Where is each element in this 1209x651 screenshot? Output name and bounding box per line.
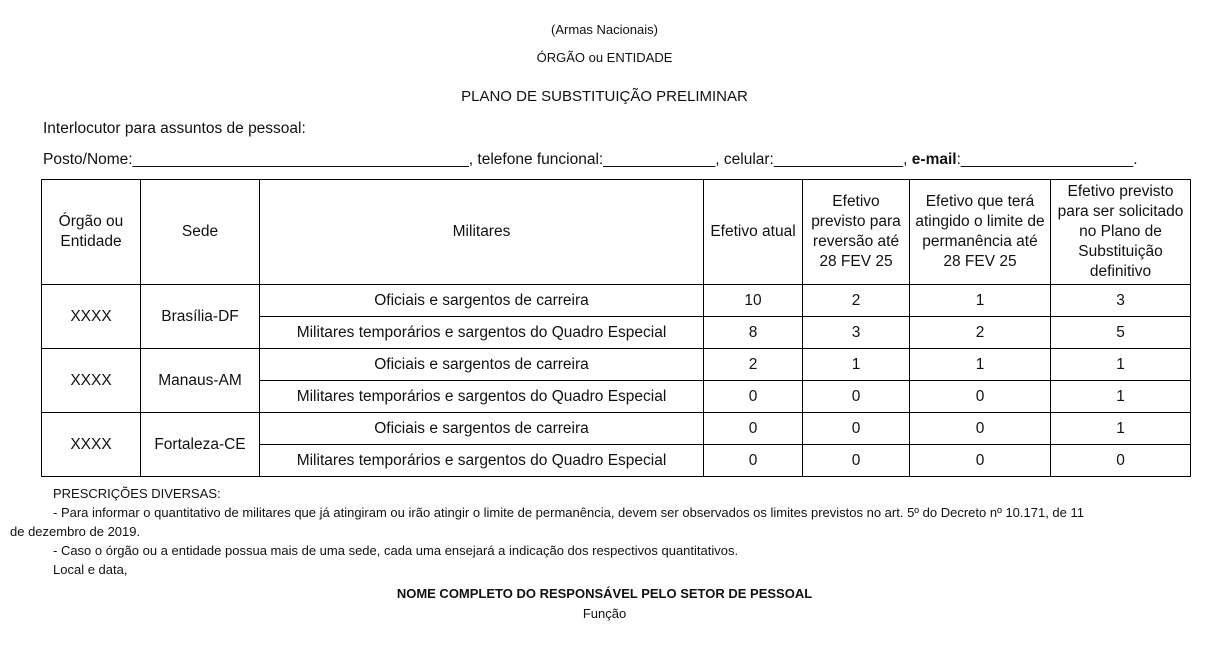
reversao-cell: 0 (803, 381, 910, 413)
limite-cell: 0 (910, 445, 1051, 477)
reversao-cell: 3 (803, 317, 910, 349)
militares-cell: Oficiais e sargentos de carreira (260, 285, 704, 317)
prescricoes-title: PRESCRIÇÕES DIVERSAS: (53, 486, 221, 501)
header-sede: Sede (141, 180, 260, 285)
table-row (42, 413, 1191, 445)
email-field: :____________________. (956, 151, 1138, 168)
prescricao-item-1: - Para informar o quantitativo de militares que já atingiram ou irão atingir o limite de permanência, devem ser observados os limites previstos no art. 5º do Decreto nº 10.171, de 11 (53, 505, 1084, 520)
limite-cell: 2 (910, 317, 1051, 349)
responsavel-name: NOME COMPLETO DO RESPONSÁVEL PELO SETOR DE PESSOAL (396, 586, 813, 601)
responsavel-funcao: Função (582, 606, 627, 621)
reversao-cell: 0 (803, 445, 910, 477)
definitivo-cell: 5 (1051, 317, 1191, 349)
header-orgao: Órgão ou Entidade (42, 180, 141, 285)
sede-cell: Manaus-AM (141, 349, 260, 413)
header-militares: Militares (260, 180, 704, 285)
limite-cell: 0 (910, 381, 1051, 413)
interlocutor-label: Interlocutor para assuntos de pessoal: (43, 120, 306, 137)
definitivo-cell: 0 (1051, 445, 1191, 477)
contact-fields: Posto/Nome:_______________________________________, telefone funcional:_____________, celular:_______________, (43, 151, 912, 168)
atual-cell: 0 (704, 445, 803, 477)
atual-cell: 0 (704, 381, 803, 413)
sede-cell: Fortaleza-CE (141, 413, 260, 477)
orgao-cell: XXXX (42, 413, 141, 477)
table-header-row (42, 180, 1191, 285)
militares-cell: Militares temporários e sargentos do Quadro Especial (260, 445, 704, 477)
prescricao-item-1-cont: de dezembro de 2019. (10, 524, 141, 539)
page-title: PLANO DE SUBSTITUIÇÃO PRELIMINAR (461, 88, 748, 105)
table-row (42, 349, 1191, 381)
atual-cell: 2 (704, 349, 803, 381)
reversao-cell: 0 (803, 413, 910, 445)
header-definitivo: Efetivo previsto para ser solicitado no Plano de Substituição definitivo (1051, 180, 1191, 285)
orgao-entidade: ÓRGÃO ou ENTIDADE (536, 50, 673, 65)
sede-cell: Brasília-DF (141, 285, 260, 349)
local-data: Local e data, (53, 562, 128, 577)
header-reversao: Efetivo previsto para reversão até 28 FEV 25 (803, 180, 910, 285)
definitivo-cell: 1 (1051, 349, 1191, 381)
prescricao-item-2: - Caso o órgão ou a entidade possua mais de uma sede, cada uma ensejará a indicação dos respectivos quantitativos. (53, 543, 739, 558)
prescricoes-section (10, 484, 1190, 579)
header-limite: Efetivo que terá atingido o limite de permanência até 28 FEV 25 (910, 180, 1051, 285)
militares-cell: Oficiais e sargentos de carreira (260, 349, 704, 381)
limite-cell: 1 (910, 285, 1051, 317)
orgao-cell: XXXX (42, 285, 141, 349)
limite-cell: 0 (910, 413, 1051, 445)
militares-cell: Militares temporários e sargentos do Quadro Especial (260, 381, 704, 413)
definitivo-cell: 1 (1051, 413, 1191, 445)
email-label: e-mail (911, 151, 957, 168)
militares-cell: Militares temporários e sargentos do Quadro Especial (260, 317, 704, 349)
contact-line (43, 151, 1138, 169)
limite-cell: 1 (910, 349, 1051, 381)
definitivo-cell: 1 (1051, 381, 1191, 413)
reversao-cell: 2 (803, 285, 910, 317)
militares-cell: Oficiais e sargentos de carreira (260, 413, 704, 445)
armas-nacionais: (Armas Nacionais) (551, 22, 658, 37)
atual-cell: 0 (704, 413, 803, 445)
header-efetivo-atual: Efetivo atual (704, 180, 803, 285)
atual-cell: 8 (704, 317, 803, 349)
table-row (42, 285, 1191, 317)
atual-cell: 10 (704, 285, 803, 317)
orgao-cell: XXXX (42, 349, 141, 413)
definitivo-cell: 3 (1051, 285, 1191, 317)
substitution-table (41, 179, 1191, 477)
reversao-cell: 1 (803, 349, 910, 381)
